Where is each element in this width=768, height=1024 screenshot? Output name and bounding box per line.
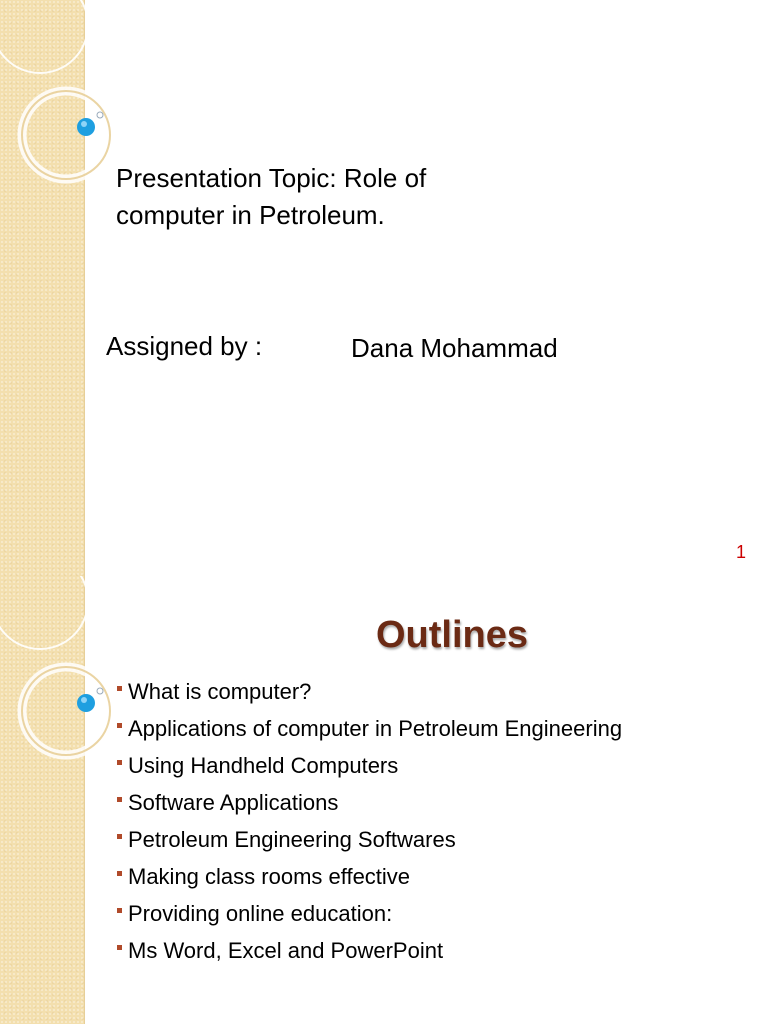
assigned-name: Dana Mohammad	[351, 333, 558, 363]
bullet-icon	[117, 945, 122, 950]
page-number: 1	[736, 542, 747, 562]
list-item	[117, 710, 622, 747]
list-item	[117, 673, 622, 710]
list-item-text: Software Applications	[128, 790, 339, 815]
list-item-text: Providing online education:	[128, 901, 393, 926]
list-item-text: Ms Word, Excel and PowerPoint	[128, 938, 444, 963]
bullet-icon	[117, 908, 122, 913]
bullet-icon	[117, 834, 122, 839]
presentation-topic: Presentation Topic: Role of computer in Petroleum.	[116, 163, 427, 230]
list-item	[117, 858, 622, 895]
circle-ornament-icon	[0, 576, 130, 776]
list-item-text: Petroleum Engineering Softwares	[128, 827, 456, 852]
list-item	[117, 895, 622, 932]
bullet-icon	[117, 760, 122, 765]
bullet-icon	[117, 871, 122, 876]
list-item-text: Applications of computer in Petroleum Engineering	[128, 716, 623, 741]
assigned-by-label: Assigned by :	[106, 331, 263, 361]
list-item-text: Using Handheld Computers	[128, 753, 399, 778]
list-item	[117, 747, 622, 784]
list-item-text: Making class rooms effective	[128, 864, 411, 889]
slide-title: Outlines	[375, 614, 529, 656]
list-item	[117, 784, 622, 821]
bullet-icon	[117, 797, 122, 802]
bullet-icon	[117, 686, 122, 691]
list-item-text: What is computer?	[128, 679, 312, 704]
list-item	[117, 932, 622, 969]
list-item	[117, 821, 622, 858]
circle-ornament-icon	[0, 0, 130, 200]
outlines-slide	[0, 576, 768, 1024]
bullet-icon	[117, 723, 122, 728]
outline-list	[117, 673, 622, 969]
